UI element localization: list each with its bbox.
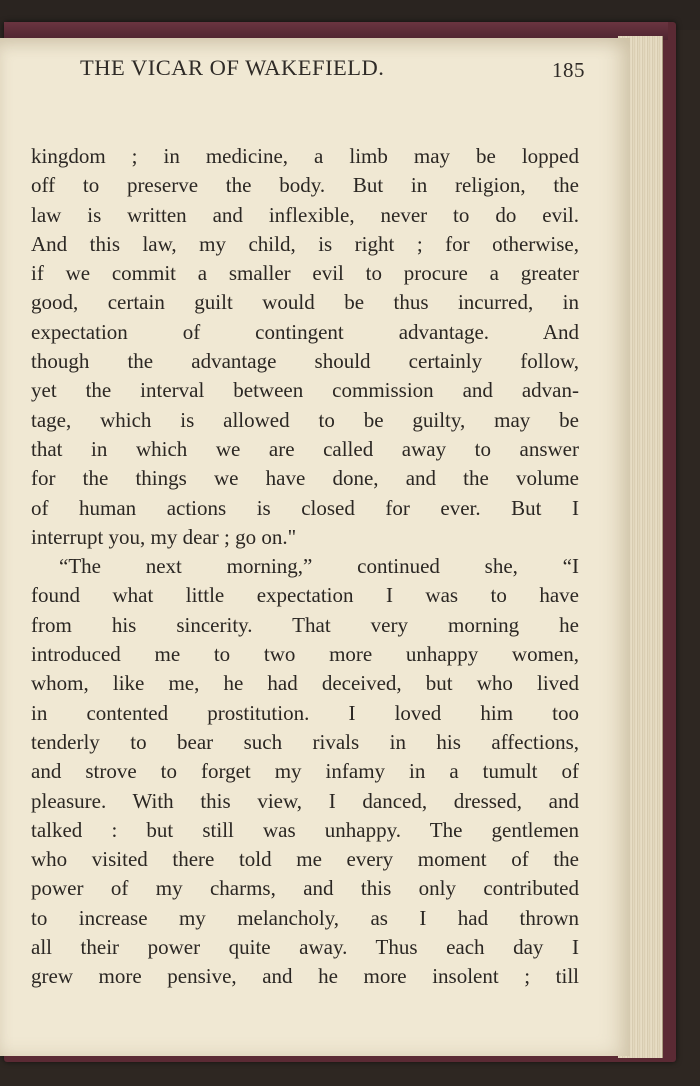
text-line: of human actions is closed for ever. But I xyxy=(31,495,579,520)
text-line: to increase my melancholy, as I had thrown xyxy=(31,905,579,930)
text-line: And this law, my child, is right ; for otherwise, xyxy=(31,231,579,256)
text-line: from his sincerity. That very morning he xyxy=(31,612,579,637)
page-number: 185 xyxy=(552,58,585,82)
text-line: though the advantage should certainly follow, xyxy=(31,349,579,374)
paragraph xyxy=(31,552,579,991)
text-line: and strove to forget my infamy in a tumult of xyxy=(31,759,579,784)
text-line: if we commit a smaller evil to procure a greater xyxy=(31,261,579,286)
text-line: law is written and inflexible, never to do evil. xyxy=(31,202,579,227)
running-head xyxy=(80,53,585,83)
text-line: introduced me to two more unhappy women, xyxy=(31,642,579,667)
body-text xyxy=(31,142,579,992)
text-line: expectation of contingent advantage. And xyxy=(31,319,579,344)
paragraph xyxy=(31,142,579,552)
text-line: found what little expectation I was to have xyxy=(31,583,579,608)
text-line: pleasure. With this view, I danced, dressed, and xyxy=(31,788,579,813)
text-line: off to preserve the body. But in religion, the xyxy=(31,173,579,198)
text-line: for the things we have done, and the volume xyxy=(31,466,579,491)
text-line: talked : but still was unhappy. The gentlemen xyxy=(31,817,579,842)
text-line: interrupt you, my dear ; go on." xyxy=(31,524,297,549)
text-line: power of my charms, and this only contributed xyxy=(31,876,579,901)
text-line: yet the interval between commission and advan- xyxy=(31,378,579,403)
text-line: who visited there told me every moment of the xyxy=(31,847,579,872)
text-line: “The next morning,” continued she, “I xyxy=(59,554,579,579)
running-title: THE VICAR OF WAKEFIELD. xyxy=(80,55,385,80)
text-line: kingdom ; in medicine, a limb may be lopped xyxy=(31,144,579,168)
text-line: all their power quite away. Thus each day I xyxy=(31,935,579,960)
text-line: good, certain guilt would be thus incurred, in xyxy=(31,290,579,315)
text-line: grew more pensive, and he more insolent ; till xyxy=(31,964,579,989)
text-line: whom, like me, he had deceived, but who lived xyxy=(31,671,579,696)
text-line: in contented prostitution. I loved him too xyxy=(31,700,579,725)
text-line: tage, which is allowed to be guilty, may be xyxy=(31,407,579,432)
text-line: that in which we are called away to answer xyxy=(31,436,579,461)
text-line: tenderly to bear such rivals in his affections, xyxy=(31,729,579,754)
